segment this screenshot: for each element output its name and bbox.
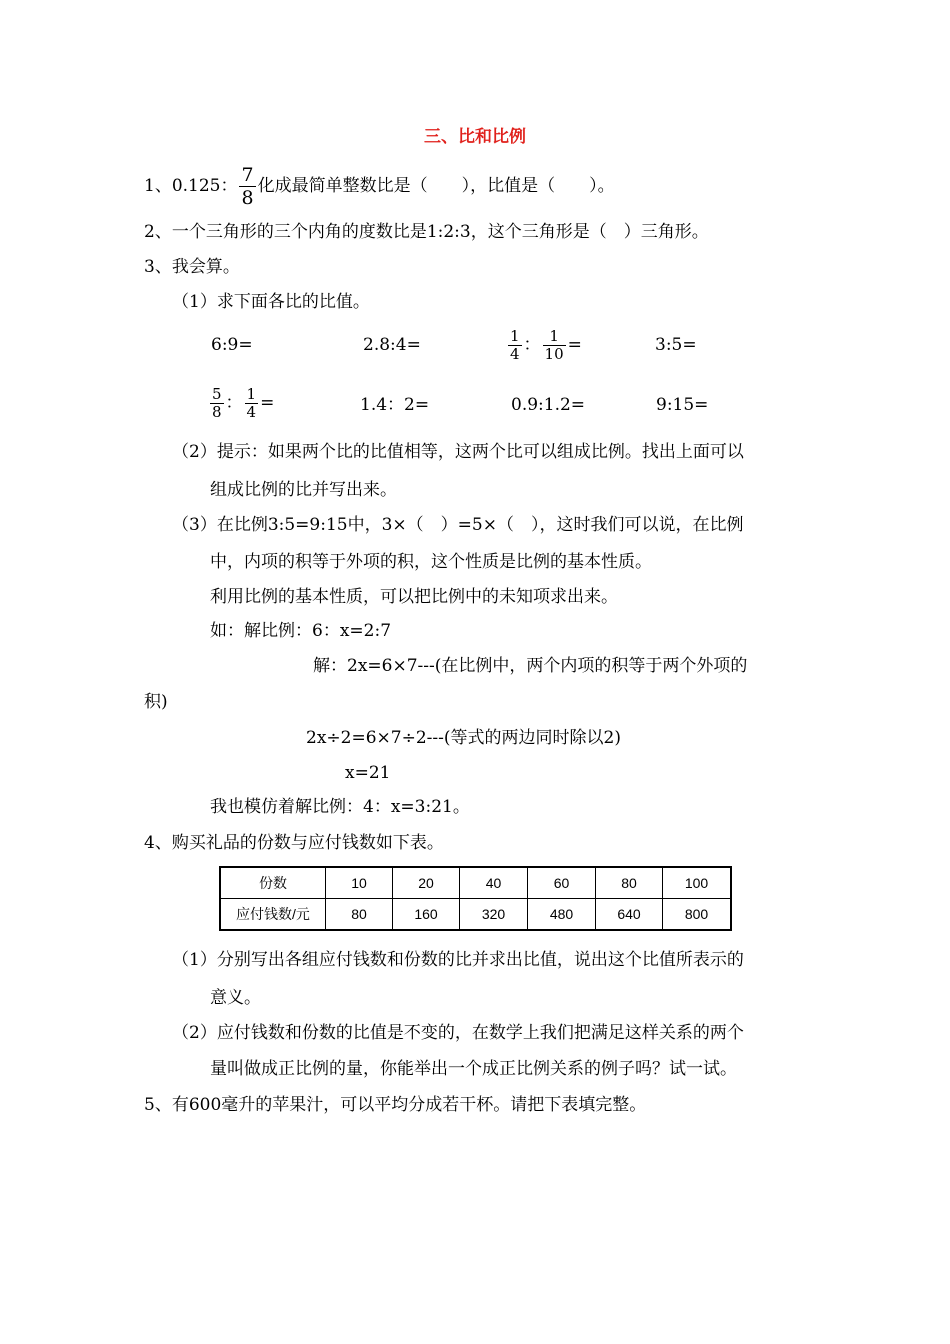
ratio-colon: ：: [523, 335, 541, 355]
frac-den: 10: [544, 345, 564, 363]
table-cell: 800: [663, 899, 732, 931]
question-2: 2、一个三角形的三个内角的度数比是1:2:3，这个三角形是（ ）三角形。: [144, 222, 709, 242]
question-3-part-1: （1）求下面各比的比值。: [172, 292, 370, 312]
question-3-part-3-line-2: 中，内项的积等于外项的积，这个性质是比例的基本性质。: [210, 552, 652, 572]
solution-step-2: 2x÷2=6×7÷2---(等式的两边同时除以2): [306, 728, 621, 748]
question-4-part-1-line-1: （1）分别写出各组应付钱数和份数的比并求出比值，说出这个比值所表示的: [172, 950, 744, 970]
frac-5-8: [210, 386, 224, 421]
table-cell: 480: [528, 899, 596, 931]
q1-fraction: [239, 164, 255, 209]
frac-1-4: [508, 328, 522, 363]
q1-frac-den: 8: [241, 187, 254, 209]
frac-1-10: [543, 328, 566, 363]
ratio-0.9-1.2: 0.9:1.2=: [511, 395, 586, 415]
table-cell: 100: [663, 867, 732, 899]
table-cell: 80: [596, 867, 663, 899]
q1-suffix: 化成最简单整数比是（ ），比值是（ ）。: [257, 176, 615, 196]
question-3-part-2-line-1: （2）提示：如果两个比的比值相等，这两个比可以组成比例。找出上面可以: [172, 442, 744, 462]
table-cell: 320: [460, 899, 528, 931]
frac-den: 8: [212, 403, 222, 421]
table-cell: 160: [393, 899, 460, 931]
frac-num: 1: [246, 385, 257, 403]
question-5: 5、有600毫升的苹果汁，可以平均分成若干杯。请把下表填完整。: [144, 1095, 647, 1115]
example-problem: 如：解比例：6：x=2:7: [210, 621, 392, 641]
ratio-colon: ：: [225, 393, 243, 413]
ratio-1.4-2: 1.4：2=: [360, 395, 430, 415]
frac-num: 1: [543, 328, 566, 346]
ratio-5-8-quarter: [208, 383, 274, 423]
table-cell: 60: [528, 867, 596, 899]
table-cell: 10: [326, 867, 393, 899]
page-title: 三、比和比例: [424, 127, 526, 147]
table-header-cell: 份数: [220, 867, 326, 899]
equals-sign: =: [567, 335, 582, 355]
question-3-part-3-line-3: 利用比例的基本性质，可以把比例中的未知项求出来。: [210, 587, 618, 607]
equals-sign: =: [260, 393, 275, 413]
question-3-part-2-line-2: 组成比例的比并写出来。: [210, 480, 397, 500]
ratio-2.8-4: 2.8:4=: [363, 335, 421, 355]
ratio-6-9: 6:9=: [211, 335, 253, 355]
frac-den: 4: [510, 345, 520, 363]
frac-num: 5: [212, 385, 222, 403]
imitate-problem: 我也模仿着解比例：4：x=3:21。: [210, 797, 470, 817]
solution-step-1: 解：2x=6×7---(在比例中，两个内项的积等于两个外项的: [313, 656, 748, 676]
question-3-part-3-line-1: （3）在比例3:5=9:15中，3×（ ）=5×（ ），这时我们可以说，在比例: [172, 515, 744, 535]
frac-num: 1: [510, 327, 520, 345]
table-header-cell: 应付钱数/元: [220, 899, 326, 931]
table-cell: 80: [326, 899, 393, 931]
question-4-heading: 4、购买礼品的份数与应付钱数如下表。: [144, 833, 444, 853]
table-cell: 640: [596, 899, 663, 931]
q1-frac-num: 7: [241, 164, 254, 186]
ratio-3-5: 3:5=: [655, 335, 697, 355]
table-cell: 40: [460, 867, 528, 899]
question-4-part-1-line-2: 意义。: [210, 988, 261, 1008]
question-4-part-2-line-1: （2）应付钱数和份数的比值是不变的，在数学上我们把满足这样关系的两个: [172, 1023, 744, 1043]
table-cell: 20: [393, 867, 460, 899]
ratio-quarter-tenth: [506, 326, 582, 364]
solution-step-3: x=21: [345, 763, 391, 783]
table-row: [220, 899, 731, 931]
gift-price-table: [219, 866, 732, 931]
table-row: [220, 867, 731, 899]
solution-step-1-wrap: 积): [144, 692, 168, 712]
frac-1-4b: [245, 386, 259, 421]
question-1: [144, 164, 615, 209]
q1-prefix: 1、0.125：: [144, 176, 238, 196]
frac-den: 4: [246, 403, 257, 421]
ratio-9-15: 9:15=: [656, 395, 709, 415]
question-4-part-2-line-2: 量叫做成正比例的量，你能举出一个成正比例关系的例子吗？试一试。: [210, 1059, 737, 1079]
question-3-heading: 3、我会算。: [144, 257, 240, 277]
